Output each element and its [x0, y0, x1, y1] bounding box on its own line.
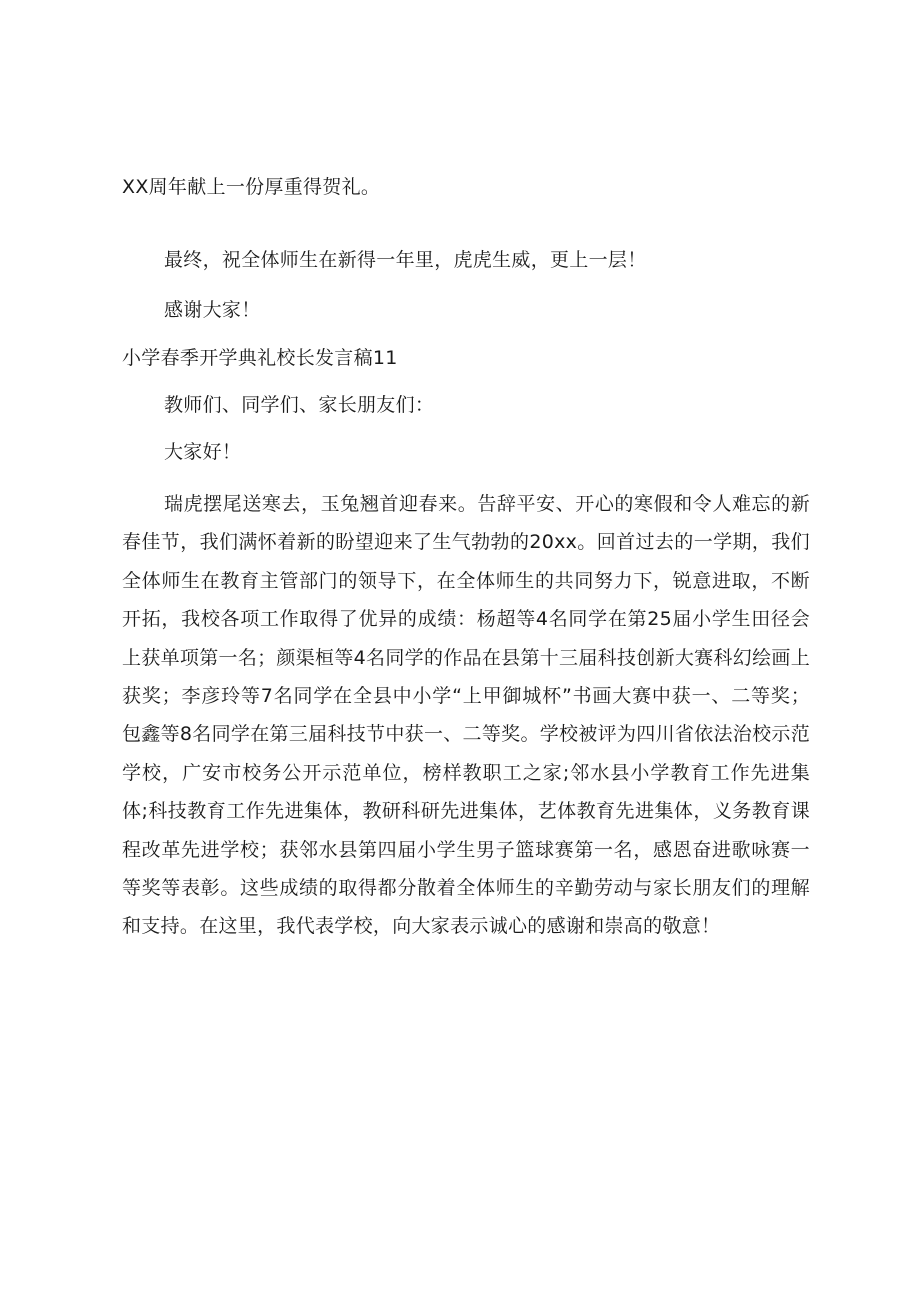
salutation: 教师们、同学们、家长朋友们：: [164, 394, 435, 416]
thanks-line: 感谢大家！: [164, 299, 261, 321]
closing-wish: 最终，祝全体师生在新得一年里，虎虎生威，更上一层！: [164, 249, 647, 271]
section-title: 小学春季开学典礼校长发言稿11: [122, 347, 398, 369]
carry-over-line: XX周年献上一份厚重得贺礼。: [122, 176, 381, 198]
greeting: 大家好！: [164, 441, 242, 463]
body-paragraph: 瑞虎摆尾送寒去，玉兔翘首迎春来。告辞平安、开心的寒假和令人难忘的新春佳节，我们满怀着新的盼望迎来了生气勃勃的20xx。回首过去的一学期，我们全体师生在教育主管部门的领导下，在全体师生的共同努力下，锐意进取，不断开拓，我校各项工作取得了优异的成绩：杨超等4名同学在第25届小学生田径会上获单项第一名；颜渠桓等4名同学的作品在县第十三届科技创新大赛科幻绘画上获奖；李彦玲等7名同学在全县中小学“上甲御城杯”书画大赛中获一、二等奖；包鑫等8名同学在第三届科技节中获一、二等奖。学校被评为四川省依法治校示范学校，广安市校务公开示范单位，榜样教职工之家;邻水县小学教育工作先进集体;科技教育工作先进集体，教研科研先进集体，艺体教育先进集体，义务教育课程改革先进学校；获邻水县第四届小学生男子篮球赛第一名，感恩奋进歌咏赛一等奖等表彰。这些成绩的取得都分散着全体师生的辛勤劳动与家长朋友们的理解和支持。在这里，我代表学校，向大家表示诚心的感谢和崇高的敬意！: [122, 493, 810, 938]
